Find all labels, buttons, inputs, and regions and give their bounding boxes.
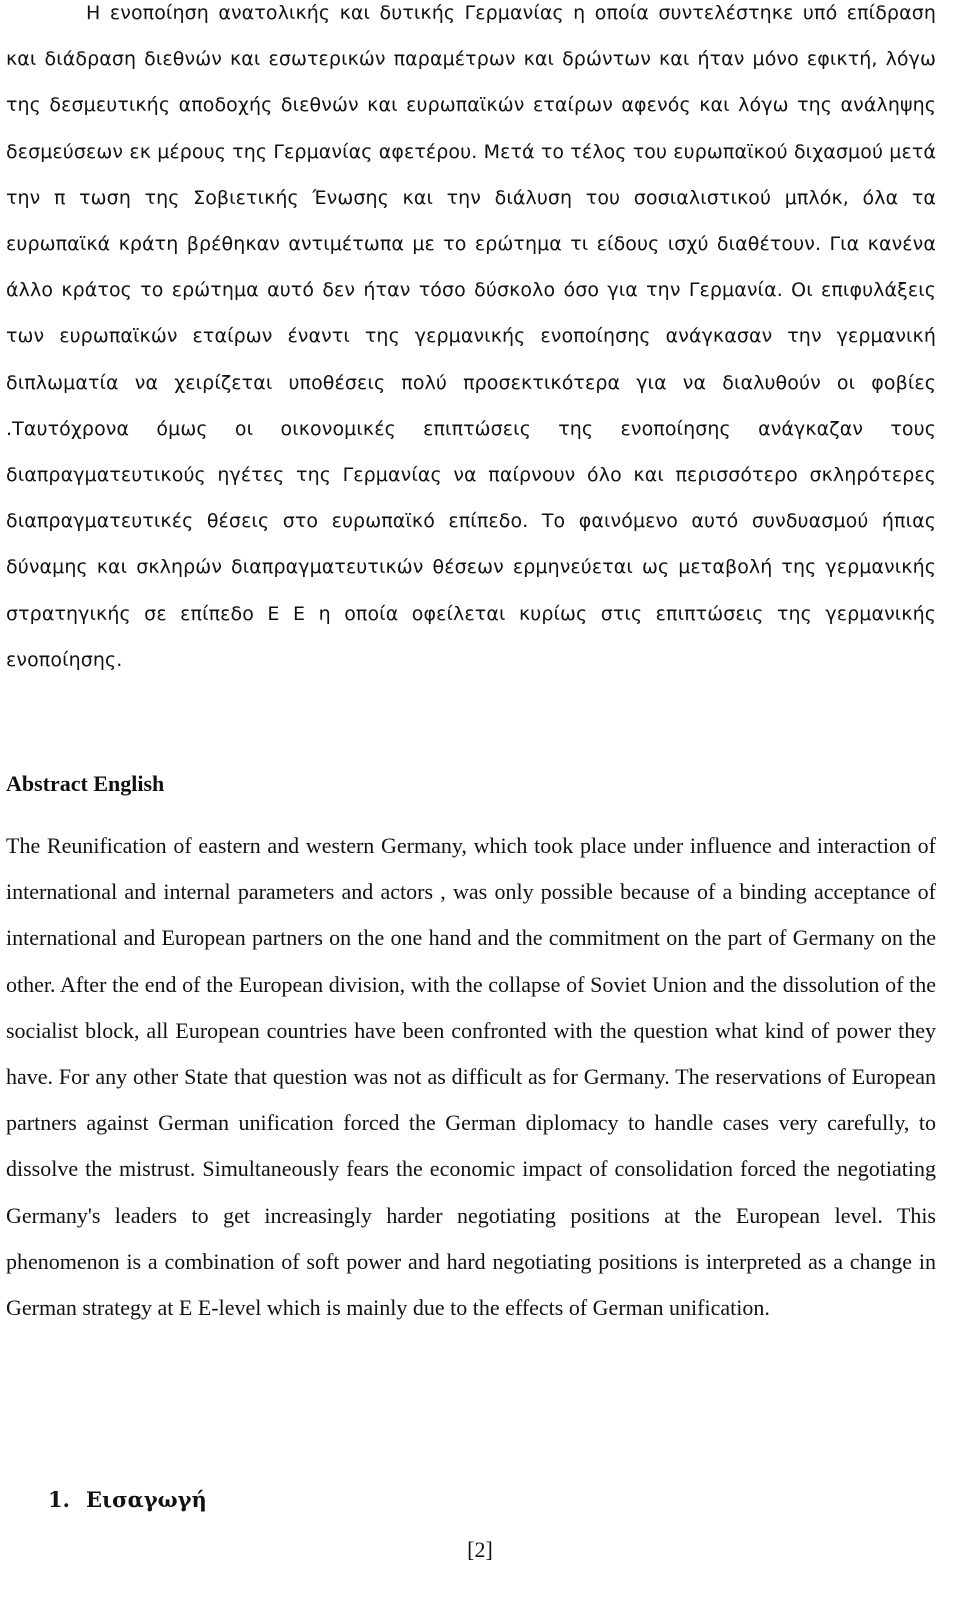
- section-number: 1.: [48, 1487, 70, 1512]
- page-number: [2]: [467, 1537, 493, 1562]
- section-heading: [48, 1487, 207, 1512]
- greek-abstract-paragraph: Η ενοποίηση ανατολικής και δυτικής Γερμανίας η οποία συντελέστηκε υπό επίδραση και διάδραση διεθνών και εσωτερικών παραμέτρων και δρώντων και ήταν μόνο εφικτή, λόγω της δεσμευτικής αποδοχής διεθνών και ευρωπαϊκών εταίρων αφενός και λόγω της ανάληψης δεσμεύσεων εκ μέρους της Γερμανίας αφετέρου. Μετά το τέλος του ευρωπαϊκού διχασμού μετά την π τωση της Σοβιετικής Ένωσης και την διάλυση του σοσιαλιστικού μπλόκ, όλα τα ευρωπαϊκά κράτη βρέθηκαν αντιμέτωπα με το ερώτημα τι είδους ισχύ διαθέτουν. Για κανένα άλλο κράτος το ερώτημα αυτό δεν ήταν τόσο δύσκολο όσο για την Γερμανία. Οι επιφυλάξεις των ευρωπαϊκών εταίρων έναντι της γερμανικής ενοποίησης ανάγκασαν την γερμανική διπλωματία να χειρίζεται υποθέσεις πολύ προσεκτικότερα για να διαλυθούν οι φοβίες .Ταυτόχρονα όμως οι οικονομικές επιπτώσεις της ενοποίησης ανάγκαζαν τους διαπραγματευτικούς ηγέτες της Γερμανίας να παίρνουν όλο και περισσότερο σκληρότερες διαπραγματευτικές θέσεις στο ευρωπαϊκό επίπεδο. Το φαινόμενο αυτό συνδυασμού ήπιας δύναμης και σκληρών διαπραγματευτικών θέσεων ερμηνεύεται ως μεταβολή της γερμανικής στρατηγικής σε επίπεδο Ε Ε η οποία οφείλεται κυρίως στις επιπτώσεις της γερμανικής ενοποίησης.: [6, 2, 936, 671]
- english-abstract-paragraph: The Reunification of eastern and western Germany, which took place under influence and interaction of international and internal parameters and actors , was only possible because of a binding acceptance of international and European partners on the one hand and the commitment on the part of Germany on the other. After the end of the European division, with the collapse of Soviet Union and the dissolution of the socialist block, all European countries have been confronted with the question what kind of power they have. For any other State that question was not as difficult as for Germany. The reservations of European partners against German unification forced the German diplomacy to handle cases very carefully, to dissolve the mistrust. Simultaneously fears the economic impact of consolidation forced the negotiating Germany's leaders to get increasingly harder negotiating positions at the European level. This phenomenon is a combination of soft power and hard negotiating positions is interpreted as a change in German strategy at E E-level which is mainly due to the effects of German unification.: [6, 833, 936, 1321]
- section-title: Εισαγωγή: [86, 1487, 207, 1512]
- abstract-heading: Abstract English: [6, 771, 165, 796]
